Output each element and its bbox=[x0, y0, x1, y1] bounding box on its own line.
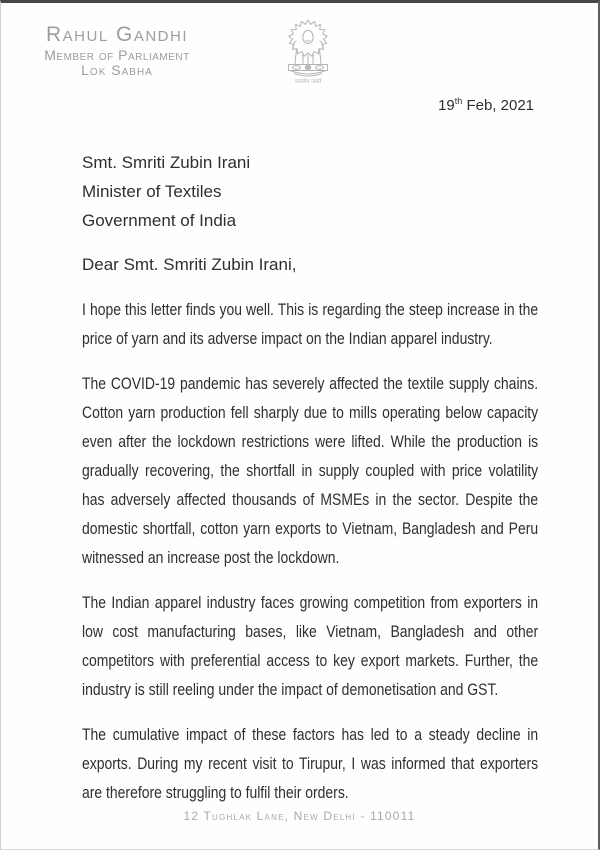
date-ordinal: th bbox=[454, 96, 463, 106]
paragraph-1: I hope this letter finds you well. This is regarding the steep increase in the price of yarn and its adverse impact on the Indian apparel industry. bbox=[82, 300, 539, 348]
letterhead-title: Member of Parliament bbox=[44, 47, 190, 63]
recipient-title: Minister of Textiles bbox=[82, 182, 222, 201]
state-emblem-of-india-icon bbox=[282, 16, 334, 88]
paragraph-4: The cumulative impact of these factors has led to a steady decline in exports. During my recent visit to Tirupur, I was informed that exporters are therefore struggling to fulfil their orders. bbox=[82, 725, 539, 802]
letter-date bbox=[438, 96, 534, 114]
letterhead-house: Lok Sabha bbox=[81, 62, 153, 78]
recipient-name: Smt. Smriti Zubin Irani bbox=[82, 153, 251, 172]
letter-body bbox=[82, 148, 538, 807]
salutation: Dear Smt. Smriti Zubin Irani, bbox=[82, 255, 297, 274]
recipient-department: Government of India bbox=[82, 211, 237, 230]
recipient-block bbox=[82, 148, 538, 235]
paragraph-2: The COVID-19 pandemic has severely affected the textile supply chains. Cotton yarn production fell sharply due to mills operating below capacity even after the lockdown restrictions were lifted. While the production is gradually recovering, the shortfall in supply coupled with price volatility has adversely affected thousands of MSMEs in the sector. Despite the domestic shortfall, cotton yarn exports to Vietnam, Bangladesh and Peru witnessed an increase post the lockdown. bbox=[82, 374, 539, 567]
date-day: 19 bbox=[438, 97, 455, 114]
letterhead bbox=[29, 23, 205, 78]
footer-address: 12 Tughlak Lane, New Delhi - 110011 bbox=[183, 809, 416, 823]
letterhead-name: Rahul Gandhi bbox=[45, 23, 189, 46]
paragraph-3: The Indian apparel industry faces growing competition from exporters in low cost manufacturing bases, like Vietnam, Bangladesh and other competitors with preferential access to key export markets. Further, the industry is still reeling under the impact of demonetisation and GST. bbox=[82, 593, 539, 699]
letter-paragraphs bbox=[82, 295, 538, 807]
emblem-motto: सत्यमेव जयते bbox=[294, 79, 322, 85]
date-rest: Feb, 2021 bbox=[462, 97, 534, 114]
